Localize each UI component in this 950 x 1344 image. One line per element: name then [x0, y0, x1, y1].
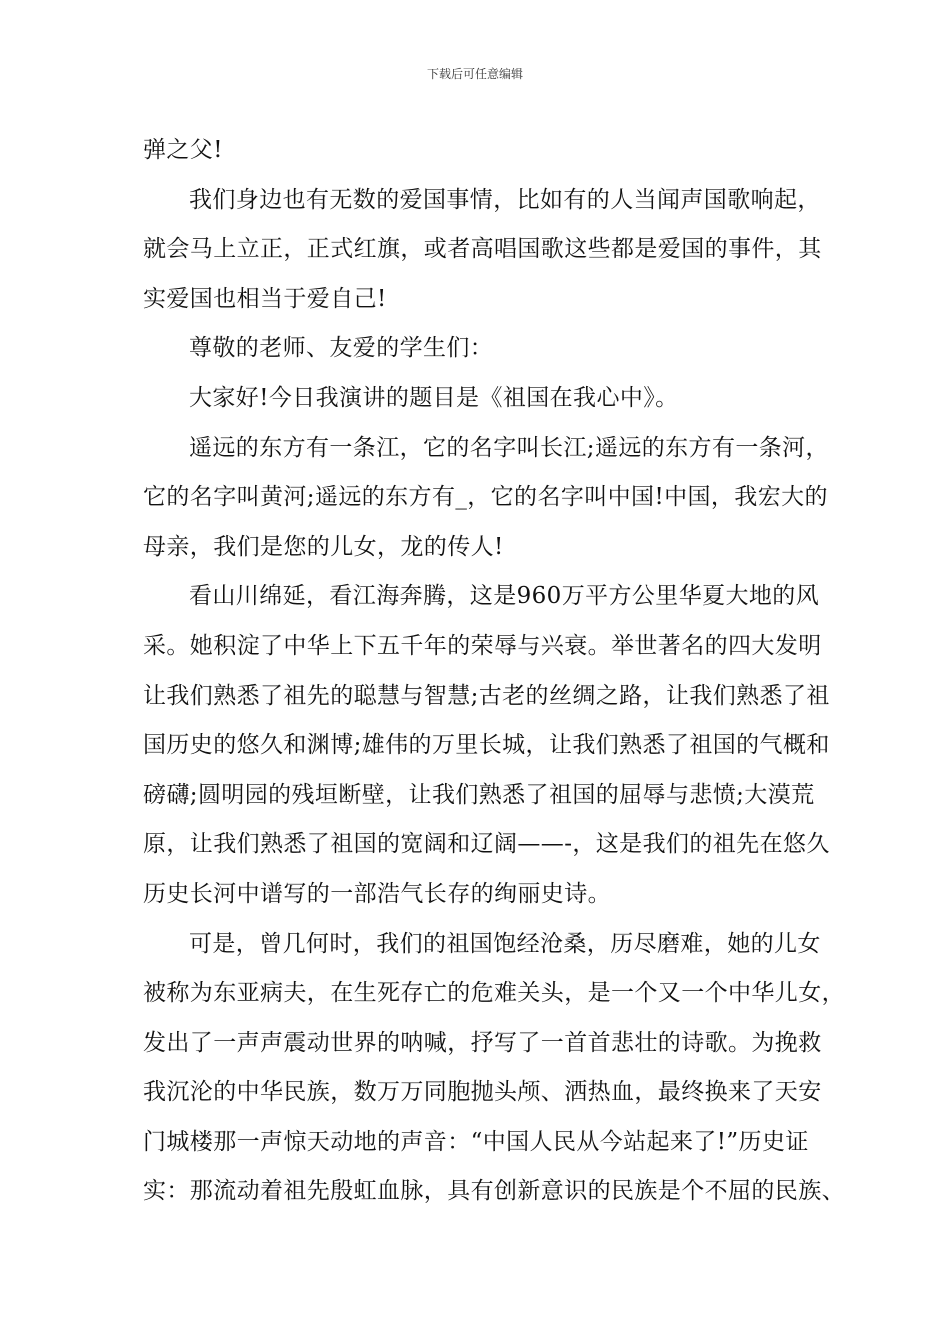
paragraph: [143, 324, 807, 374]
text-line: 让我们熟悉了祖先的聪慧与智慧;古老的丝绸之路，让我们熟悉了祖: [143, 682, 830, 709]
text-line: 就会马上立正，正式红旗，或者高唱国歌这些都是爱国的事件，其: [143, 236, 822, 263]
paragraph: [143, 572, 830, 919]
text-line: 门城楼那一声惊天动地的声音：“中国人民从今站起来了!”历史证: [143, 1128, 809, 1155]
paragraph: [143, 424, 829, 573]
text-line: 我们身边也有无数的爱国事情，比如有的人当闻声国歌响起，: [189, 186, 821, 213]
page-header: 下载后可任意编辑: [426, 67, 523, 81]
text-line: 实：那流动着祖先殷虹血脉，具有创新意识的民族是个不屈的民族、: [143, 1178, 845, 1205]
text-line: 大家好!今日我演讲的题目是《祖国在我心中》。: [189, 384, 679, 411]
text-line: 发出了一声声震动世界的呐喊，抒写了一首首悲壮的诗歌。为挽救: [143, 1029, 822, 1056]
document-body: [143, 126, 845, 1217]
text-line: 采。她积淀了中华上下五千年的荣辱与兴衰。举世著名的四大发明: [143, 632, 822, 659]
paragraph: [143, 176, 822, 325]
text-line: 尊敬的老师、友爱的学生们：: [189, 335, 494, 362]
text-line: 原，让我们熟悉了祖国的宽阔和辽阔——-，这是我们的祖先在悠久: [143, 831, 830, 858]
text-line: 我沉沦的中华民族，数万万同胞抛头颅、洒热血，最终换来了天安: [143, 1079, 822, 1106]
text-line: 磅礴;圆明园的残垣断壁，让我们熟悉了祖国的屈辱与悲愤;大漠荒: [143, 781, 815, 808]
text-line: 历史长河中谱写的一部浩气长存的绚丽史诗。: [143, 880, 611, 907]
text-line: 母亲，我们是您的儿女，龙的传人!: [143, 533, 504, 560]
text-line: 遥远的东方有一条江，它的名字叫长江;遥远的东方有一条河，: [189, 434, 829, 461]
text-line: 弹之父!: [143, 137, 223, 163]
paragraph: [143, 374, 807, 424]
text-line: 国历史的悠久和渊博;雄伟的万里长城，让我们熟悉了祖国的气概和: [143, 732, 830, 759]
paragraph: [143, 126, 807, 176]
text-line: 看山川绵延，看江海奔腾，这是960万平方公里华夏大地的风: [189, 583, 820, 610]
paragraph: [143, 920, 845, 1218]
text-line: 它的名字叫黄河;遥远的东方有_，它的名字叫中国!中国，我宏大的: [143, 484, 828, 511]
text-line: 实爱国也相当于爱自己!: [143, 285, 387, 312]
text-line: 可是，曾几何时，我们的祖国饱经沧桑，历尽磨难，她的儿女: [189, 930, 821, 957]
text-line: 被称为东亚病夫，在生死存亡的危难关头，是一个又一个中华儿女，: [143, 980, 845, 1007]
